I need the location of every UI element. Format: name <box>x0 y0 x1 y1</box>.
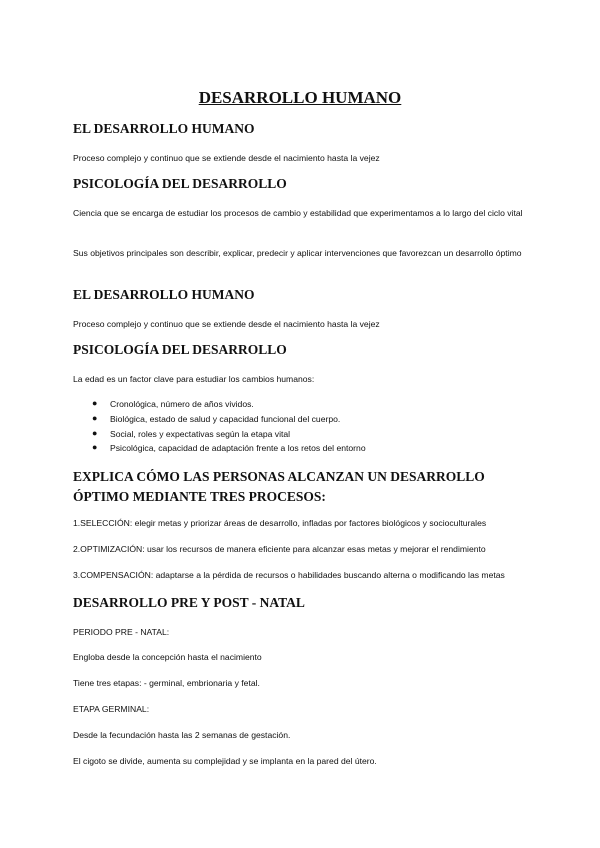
paragraph: ETAPA GERMINAL: <box>73 704 150 714</box>
numbered-item: 1.SELECCIÓN: elegir metas y priorizar áreas de desarrollo, infladas por factores biológicos y socioculturales <box>73 518 487 528</box>
paragraph: Engloba desde la concepción hasta el nacimiento <box>73 652 262 662</box>
bullet-icon: ● <box>92 398 98 408</box>
list-item-text: Biológica, estado de salud y capacidad funcional del cuerpo. <box>110 414 341 424</box>
paragraph: Tiene tres etapas: - germinal, embrionaria y fetal. <box>73 678 260 688</box>
list-item-text: Psicológica, capacidad de adaptación frente a los retos del entorno <box>110 443 366 453</box>
paragraph: La edad es un factor clave para estudiar los cambios humanos: <box>73 374 315 384</box>
paragraph: PERIODO PRE - NATAL: <box>73 627 170 637</box>
paragraph: Proceso complejo y continuo que se extiende desde el nacimiento hasta la vejez <box>73 153 380 163</box>
paragraph: Desde la fecundación hasta las 2 semanas de gestación. <box>73 730 291 740</box>
bullet-icon: ● <box>92 428 98 438</box>
bullet-icon: ● <box>92 413 98 423</box>
heading-desarrollo-optimo: EXPLICA CÓMO LAS PERSONAS ALCANZAN UN DESARROLLO ÓPTIMO MEDIANTE TRES PROCESOS: <box>73 469 485 504</box>
paragraph: Sus objetivos principales son describir, explicar, predecir y aplicar intervenciones que favorezcan un desarrollo óptimo <box>73 248 522 258</box>
numbered-item: 2.OPTIMIZACIÓN: usar los recursos de manera eficiente para alcanzar esas metas y mejorar el rendimiento <box>73 544 486 554</box>
paragraph: Proceso complejo y continuo que se extiende desde el nacimiento hasta la vejez <box>73 319 380 329</box>
numbered-item: 3.COMPENSACIÓN: adaptarse a la pérdida de recursos o habilidades buscando alterna o modificando las metas <box>73 570 505 580</box>
paragraph: Ciencia que se encarga de estudiar los procesos de cambio y estabilidad que experimentamos a lo largo del ciclo vital <box>73 208 523 218</box>
heading-pre-post-natal: DESARROLLO PRE Y POST - NATAL <box>73 595 305 610</box>
paragraph: El cigoto se divide, aumenta su complejidad y se implanta en la pared del útero. <box>73 756 377 766</box>
heading-desarrollo-humano: EL DESARROLLO HUMANO <box>73 287 255 302</box>
heading-psicologia-desarrollo: PSICOLOGÍA DEL DESARROLLO <box>73 176 287 191</box>
bullet-icon: ● <box>92 442 98 452</box>
document-title: DESARROLLO HUMANO <box>198 88 402 107</box>
heading-psicologia-desarrollo: PSICOLOGÍA DEL DESARROLLO <box>73 342 287 357</box>
list-item-text: Social, roles y expectativas según la etapa vital <box>110 429 291 439</box>
heading-desarrollo-humano: EL DESARROLLO HUMANO <box>73 121 255 136</box>
list-item-text: Cronológica, número de años vividos. <box>110 399 254 409</box>
